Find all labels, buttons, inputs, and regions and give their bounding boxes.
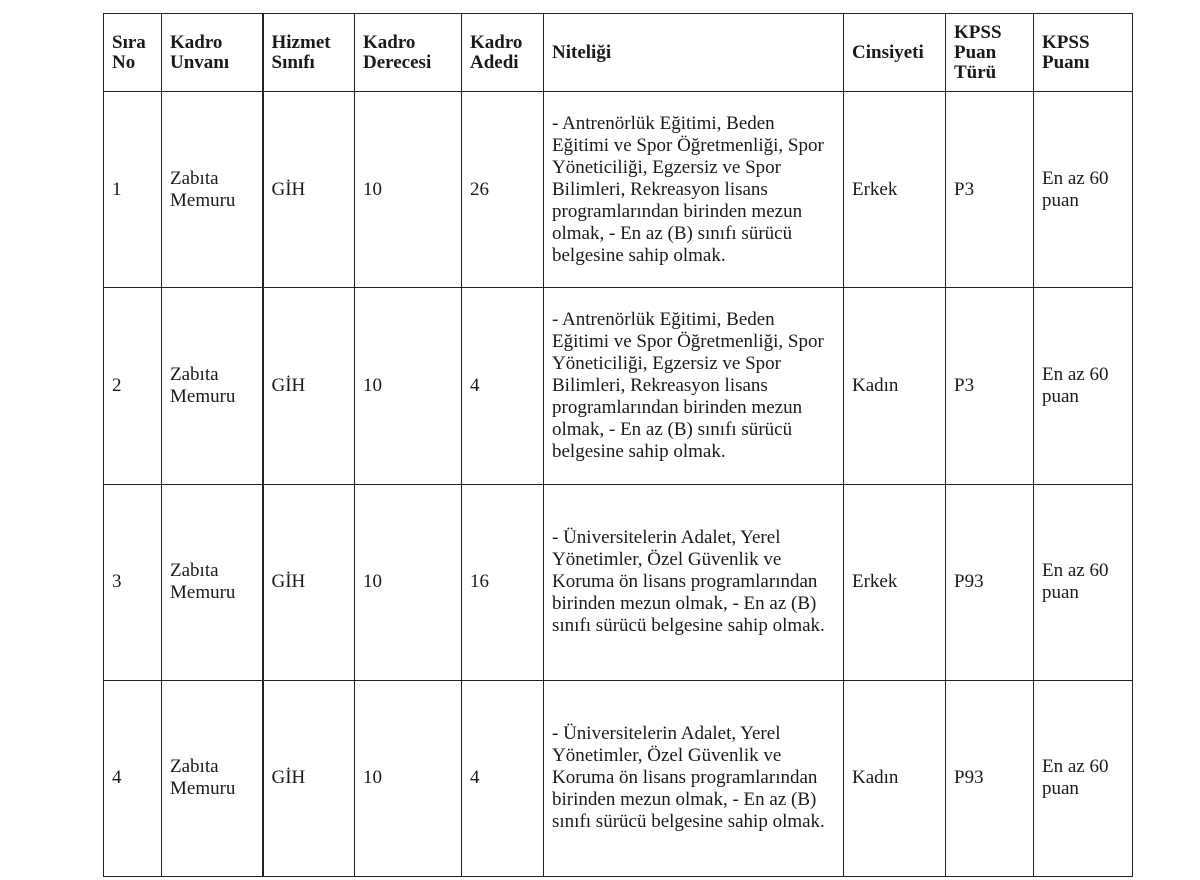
cell-kpss-puan-turu: P93	[946, 484, 1034, 680]
header-kpss-puani: KPSS Puanı	[1034, 14, 1133, 92]
cell-hizmet-sinifi: GİH	[263, 680, 355, 876]
cell-kadro-adedi: 4	[462, 288, 544, 484]
cell-cinsiyeti: Kadın	[844, 288, 946, 484]
cell-sira-no: 1	[104, 92, 162, 288]
cell-kadro-derecesi: 10	[355, 680, 462, 876]
cell-kpss-puan-turu: P93	[946, 680, 1034, 876]
cell-sira-no: 4	[104, 680, 162, 876]
cell-hizmet-sinifi: GİH	[263, 484, 355, 680]
cell-kpss-puani: En az 60 puan	[1034, 680, 1133, 876]
cell-cinsiyeti: Erkek	[844, 484, 946, 680]
cell-cinsiyeti: Kadın	[844, 680, 946, 876]
table-row	[104, 92, 1133, 288]
table-row	[104, 288, 1133, 484]
cell-kpss-puani: En az 60 puan	[1034, 484, 1133, 680]
cell-hizmet-sinifi: GİH	[263, 288, 355, 484]
cell-kadro-unvani: Zabıta Memuru	[162, 288, 263, 484]
header-kadro-derecesi: Kadro Derecesi	[355, 14, 462, 92]
header-kpss-puan-turu: KPSS Puan Türü	[946, 14, 1034, 92]
cell-kpss-puan-turu: P3	[946, 92, 1034, 288]
cell-niteligi: - Üniversitelerin Adalet, Yerel Yönetimler, Özel Güvenlik ve Koruma ön lisans programlarından birinden mezun olmak, - En az (B) sınıfı sürücü belgesine sahip olmak.	[544, 680, 844, 876]
cell-kadro-adedi: 4	[462, 680, 544, 876]
header-sira-no: Sıra No	[104, 14, 162, 92]
cell-niteligi: - Antrenörlük Eğitimi, Beden Eğitimi ve Spor Öğretmenliği, Spor Yöneticiliği, Egzersiz ve Spor Bilimleri, Rekreasyon lisans programlarından birinden mezun olmak, - En az (B) sınıfı sürücü belgesine sahip olmak.	[544, 288, 844, 484]
cell-kpss-puan-turu: P3	[946, 288, 1034, 484]
table-header	[104, 14, 1133, 92]
table-row	[104, 680, 1133, 876]
cell-kpss-puani: En az 60 puan	[1034, 92, 1133, 288]
cell-sira-no: 3	[104, 484, 162, 680]
cell-cinsiyeti: Erkek	[844, 92, 946, 288]
cell-kadro-derecesi: 10	[355, 92, 462, 288]
cell-niteligi: - Üniversitelerin Adalet, Yerel Yönetimler, Özel Güvenlik ve Koruma ön lisans programlarından birinden mezun olmak, - En az (B) sınıfı sürücü belgesine sahip olmak.	[544, 484, 844, 680]
header-row	[104, 14, 1133, 92]
cell-kadro-derecesi: 10	[355, 484, 462, 680]
cell-kadro-unvani: Zabıta Memuru	[162, 92, 263, 288]
cell-sira-no: 2	[104, 288, 162, 484]
cell-kadro-derecesi: 10	[355, 288, 462, 484]
table-row	[104, 484, 1133, 680]
staff-recruitment-table	[103, 13, 1133, 877]
cell-kadro-unvani: Zabıta Memuru	[162, 680, 263, 876]
header-hizmet-sinifi: Hizmet Sınıfı	[263, 14, 355, 92]
cell-kadro-unvani: Zabıta Memuru	[162, 484, 263, 680]
header-kadro-unvani: Kadro Unvanı	[162, 14, 263, 92]
cell-kadro-adedi: 26	[462, 92, 544, 288]
table-body	[104, 92, 1133, 877]
cell-hizmet-sinifi: GİH	[263, 92, 355, 288]
header-cinsiyeti: Cinsiyeti	[844, 14, 946, 92]
cell-kadro-adedi: 16	[462, 484, 544, 680]
cell-niteligi: - Antrenörlük Eğitimi, Beden Eğitimi ve Spor Öğretmenliği, Spor Yöneticiliği, Egzersiz ve Spor Bilimleri, Rekreasyon lisans programlarından birinden mezun olmak, - En az (B) sınıfı sürücü belgesine sahip olmak.	[544, 92, 844, 288]
header-kadro-adedi: Kadro Adedi	[462, 14, 544, 92]
cell-kpss-puani: En az 60 puan	[1034, 288, 1133, 484]
header-niteligi: Niteliği	[544, 14, 844, 92]
